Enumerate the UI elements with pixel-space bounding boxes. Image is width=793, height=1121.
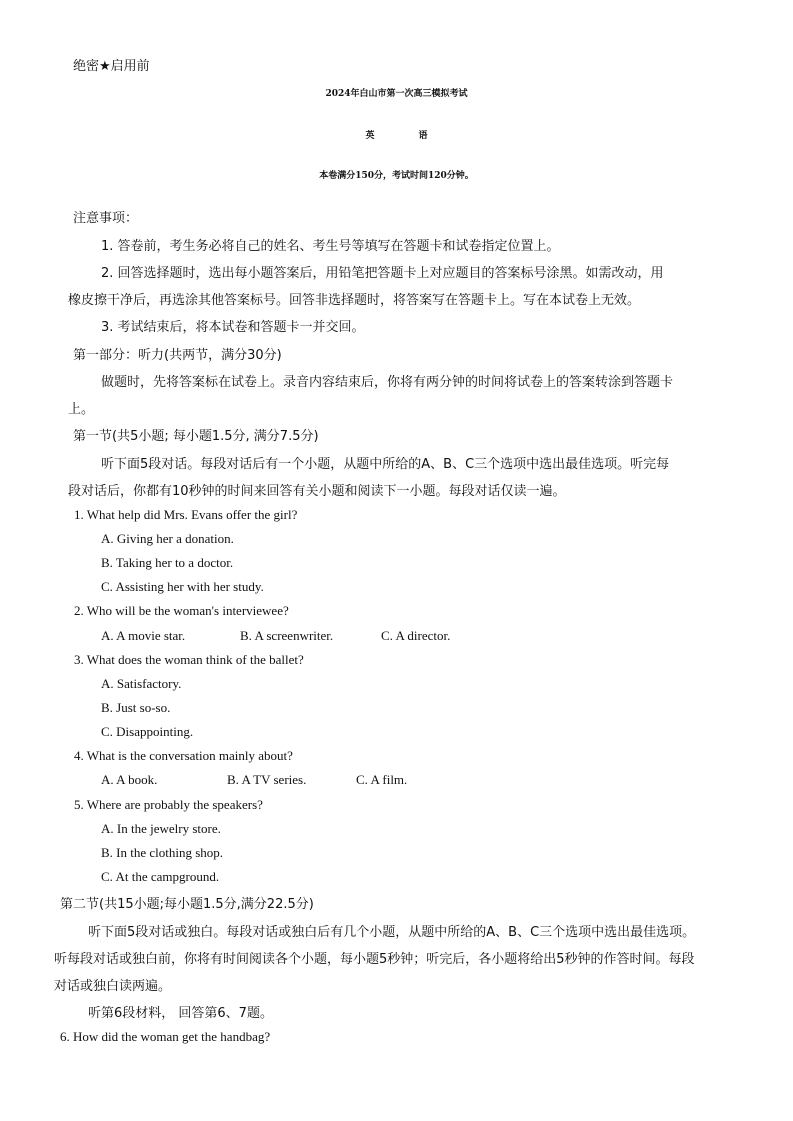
subject-char-1: 英: [365, 131, 375, 141]
section2-instruction-cont2: 对话或独白读两遍。: [54, 979, 172, 994]
section2-instruction-cont: 听每段对话或独白前，你将有时间阅读各个小题，每小题5秒钟；听完后，各小题将给出5秒钟的作答时间。每段: [54, 952, 695, 967]
section2-instruction: 听下面5段对话或独白。每段对话或独白后有几个小题，从题中所给的A、B、C三个选项中选出最佳选项。: [88, 925, 696, 940]
q3-option-c: C. Disappointing.: [101, 724, 194, 739]
q4-option-b: B. A TV series.: [227, 772, 307, 787]
q2-option-c: C. A director.: [381, 628, 451, 643]
note-item-2: 2. 回答选择题时，选出每小题答案后，用铅笔把答题卡上对应题目的答案标号涂黑。如需改动，用: [101, 266, 664, 281]
question-5: 5. Where are probably the speakers?: [74, 797, 263, 812]
q2-option-b: B. A screenwriter.: [240, 628, 334, 643]
q4-option-c: C. A film.: [356, 772, 408, 787]
exam-title: 2024年白山市第一次高三模拟考试: [325, 89, 468, 99]
subject-title: [0, 128, 793, 141]
q3-option-a: A. Satisfactory.: [101, 676, 182, 691]
q5-option-c: C. At the campground.: [101, 869, 220, 884]
q3-option-b: B. Just so-so.: [101, 700, 171, 715]
part1-instruction-cont: 上。: [68, 402, 95, 417]
material-6-instruction: 听第6段材料， 回答第6、7题。: [88, 1006, 273, 1021]
part1-instruction: 做题时，先将答案标在试卷上。录音内容结束后，你将有两分钟的时间将试卷上的答案转涂到答题卡: [101, 375, 674, 390]
q1-option-c: C. Assisting her with her study.: [101, 579, 264, 594]
question-1: 1. What help did Mrs. Evans offer the girl?: [74, 507, 298, 522]
question-3: 3. What does the woman think of the ballet?: [74, 652, 304, 667]
q5-option-b: B. In the clothing shop.: [101, 845, 224, 860]
note-item-2-cont: 橡皮擦干净后，再选涂其他答案标号。回答非选择题时，将答案写在答题卡上。写在本试卷上无效。: [68, 293, 641, 308]
question-6: 6. How did the woman get the handbag?: [60, 1029, 271, 1044]
q2-option-a: A. A movie star.: [101, 628, 186, 643]
question-4: 4. What is the conversation mainly about?: [74, 748, 293, 763]
section2-heading: 第二节(共15小题;每小题1.5分,满分22.5分): [60, 897, 314, 912]
section1-instruction-cont: 段对话后，你都有10秒钟的时间来回答有关小题和阅读下一小题。每段对话仅读一遍。: [68, 484, 566, 499]
subject-char-2: 语: [418, 131, 428, 141]
section1-instruction: 听下面5段对话。每段对话后有一个小题，从题中所给的A、B、C三个选项中选出最佳选项。听完每: [101, 457, 670, 472]
part1-heading: 第一部分：听力(共两节，满分30分): [73, 348, 282, 363]
q5-option-a: A. In the jewelry store.: [101, 821, 221, 836]
exam-meta: 本卷满分150分，考试时间120分钟。: [319, 171, 474, 181]
section1-heading: 第一节(共5小题; 每小题1.5分, 满分7.5分): [73, 429, 319, 444]
q1-option-a: A. Giving her a donation.: [101, 531, 234, 546]
q4-option-a: A. A book.: [101, 772, 158, 787]
note-item-1: 1. 答卷前，考生务必将自己的姓名、考生号等填写在答题卡和试卷指定位置上。: [101, 239, 560, 254]
confidential-label: 绝密★启用前: [73, 59, 150, 74]
q1-option-b: B. Taking her to a doctor.: [101, 555, 234, 570]
notes-heading: 注意事项：: [73, 211, 139, 226]
question-2: 2. Who will be the woman's interviewee?: [74, 603, 289, 618]
note-item-3: 3. 考试结束后，将本试卷和答题卡一并交回。: [101, 320, 365, 335]
